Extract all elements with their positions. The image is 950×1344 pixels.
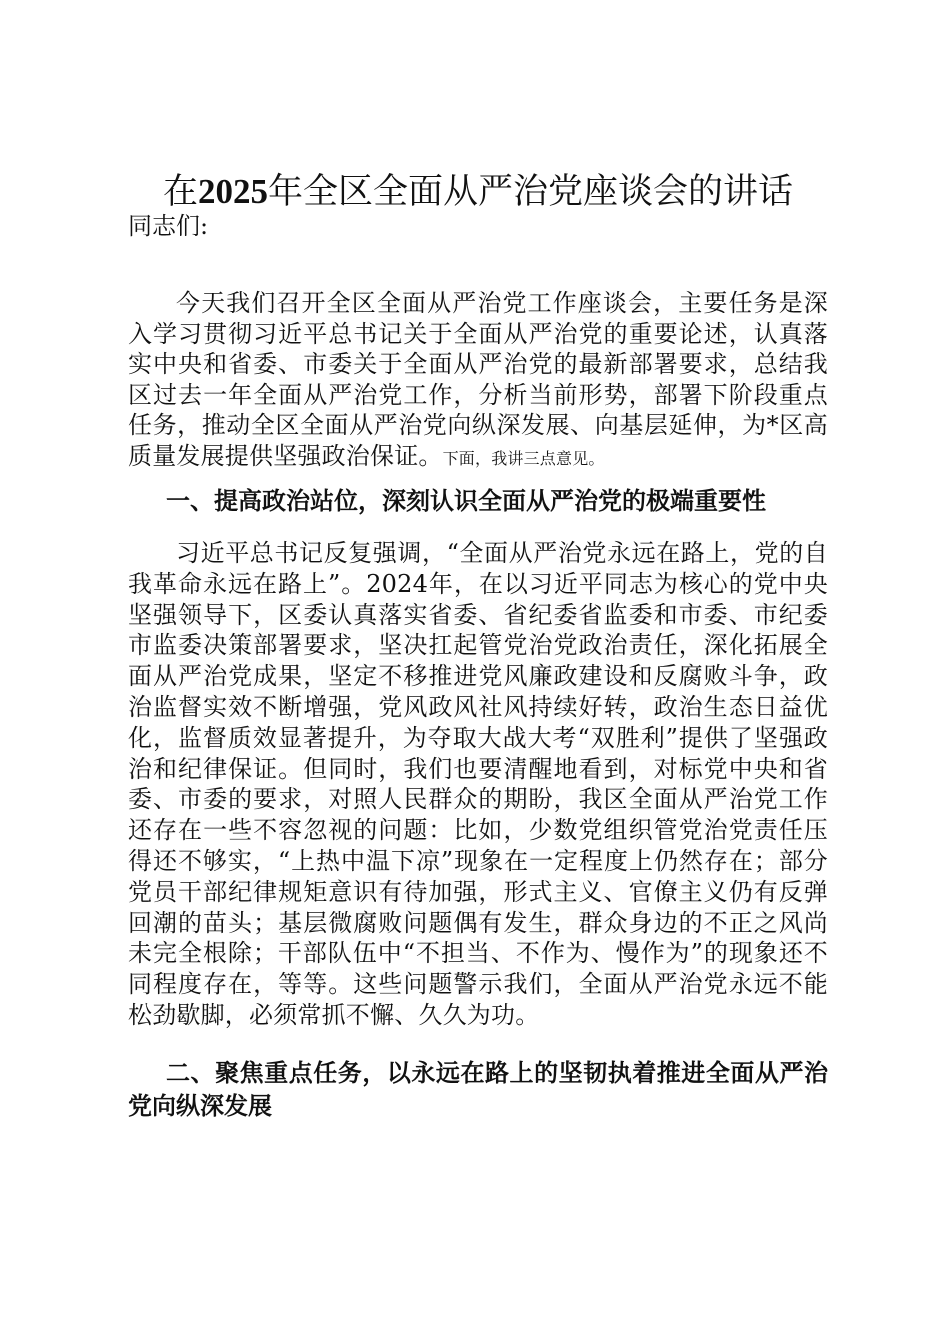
paragraph-section-1: 习近平总书记反复强调，“全面从严治党永远在路上，党的自我革命永远在路上”。2024年，在以习近平同志为核心的党中央坚强领导下，区委认真落实省委、省纪委省监委和市委、市纪委市监委决策部署要求，坚决扛起管党治党政治责任，深化拓展全面从严治党成果，坚定不移推进党风廉政建设和反腐败斗争，政治监督实效不断增强，党风政风社风持续好转，政治生态日益优化，监督质效显著提升，为夺取大战大考“双胜利”提供了坚强政治和纪律保证。但同时，我们也要清醒地看到，对标党中央和省委、市委的要求，对照人民群众的期盼，我区全面从严治党工作还存在一些不容忽视的问题：比如，少数党组织管党治党责任压得还不够实，“上热中温下凉”现象在一定程度上仍然存在；部分党员干部纪律规矩意识有待加强，形式主义、官僚主义仍有反弹回潮的苗头；基层微腐败问题偶有发生，群众身边的不正之风尚未完全根除；干部队伍中“不担当、不作为、慢作为”的现象还不同程度存在，等等。这些问题警示我们，全面从严治党永远不能松劲歇脚，必须常抓不懈、久久为功。 — [128, 539, 828, 1029]
paragraph-intro-main: 今天我们召开全区全面从严治党工作座谈会，主要任务是深入学习贯彻习近平总书记关于全面从严治党的重要论述，认真落实中央和省委、市委关于全面从严治党的最新部署要求，总结我区过去一年全面从严治党工作，分析当前形势，部署下阶段重点任务，推动全区全面从严治党向纵深发展、向基层延伸，为*区高质量发展提供坚强政治保证。 — [128, 289, 828, 470]
title-prefix: 在 — [162, 172, 198, 212]
title-suffix: 年全区全面从严治党座谈会的讲话 — [268, 172, 794, 212]
salutation: 同志们: — [128, 212, 209, 240]
title-year: 2025 — [198, 172, 268, 211]
section-heading-2: 二、聚焦重点任务，以永远在路上的坚韧执着推进全面从严治党向纵深发展 — [128, 1058, 828, 1120]
paragraph-intro — [128, 288, 828, 474]
section-heading-1: 一、提高政治站位，深刻认识全面从严治党的极端重要性 — [166, 486, 766, 515]
paragraph-intro-closing: 下面，我讲三点意见。 — [442, 448, 605, 468]
